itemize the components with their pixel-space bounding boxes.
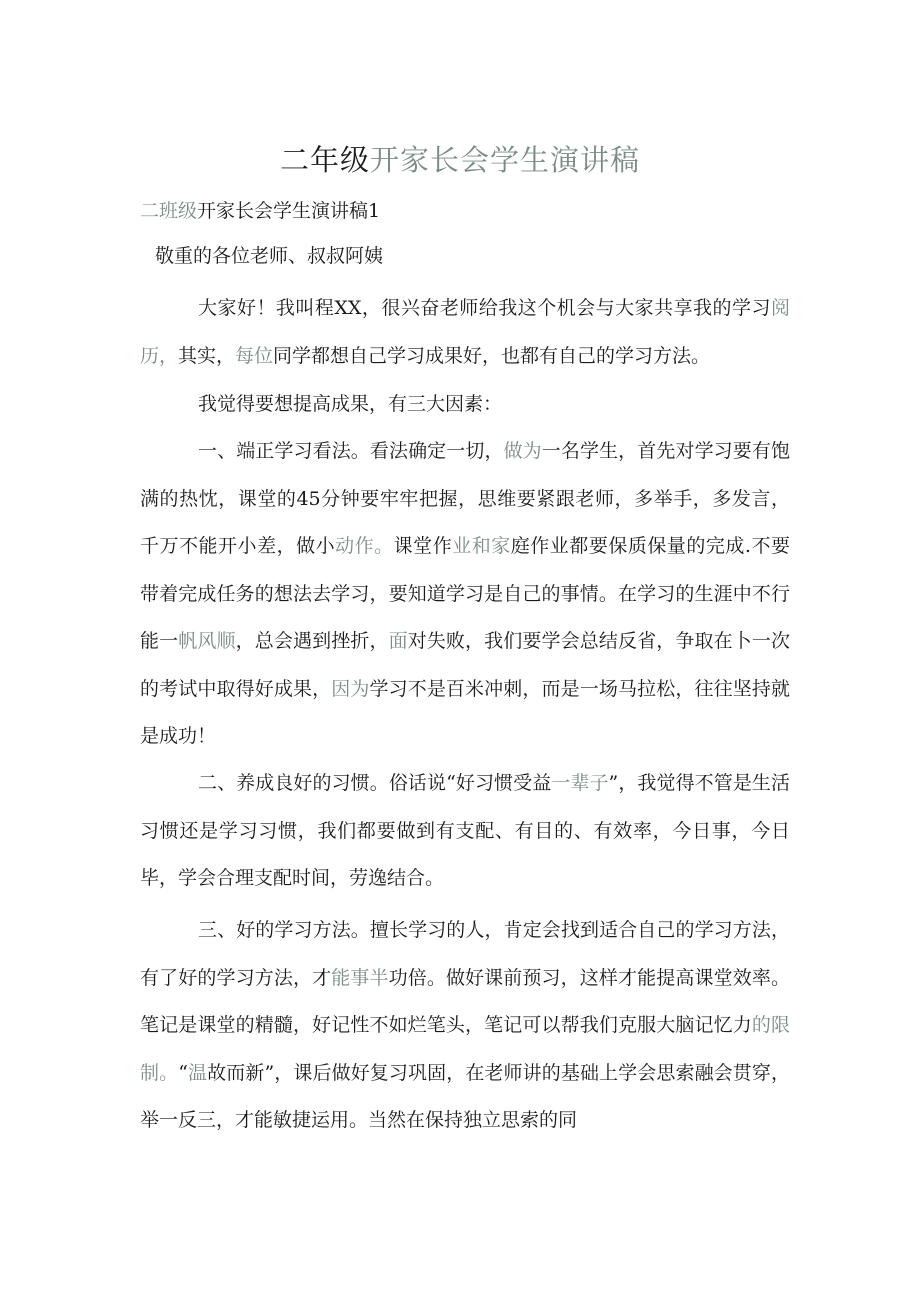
paragraph	[140, 907, 790, 1145]
paragraph-text-segment: 因为	[331, 677, 370, 700]
paragraph-text-segment: 庭作业都要保质保量的完成.不要带着完成任务的想法去学习，要知道学习是自己的事情。在学习的生涯中不行能一	[140, 535, 790, 652]
paragraph-text-segment: 动作。	[335, 535, 394, 557]
paragraph-text-segment: 学习不是百米冲刺，而是一场马拉松，往往坚持就是成功！	[140, 677, 790, 747]
paragraph-text-segment: 一辈子	[551, 772, 609, 794]
section-subtitle	[140, 196, 380, 226]
paragraph-text-segment: 对失败，我们要学会总结反省，争取在卜一次的考试中取得好成果，	[140, 630, 790, 700]
paragraph-text-segment: 课堂作	[393, 535, 453, 557]
paragraph-text-segment: 业和家	[452, 535, 511, 557]
paragraph-text-segment: 大家好！我叫程XX，很兴奋老师给我这个机会与大家共享我的学习	[198, 297, 771, 319]
greeting-line: 敬重的各位老师、叔叔阿姨	[155, 245, 384, 267]
paragraph	[140, 428, 790, 761]
paragraph-text-segment: ”，我觉得不管是生活习惯还是学习习惯，我们都要做到有支配、有目的、有效率，今日事，今日毕，学会合理支配时间，劳逸结合。	[140, 772, 790, 889]
paragraph	[140, 285, 790, 380]
paragraph-text-segment: 能事半	[331, 966, 389, 989]
paragraph-text-segment: “	[178, 1061, 188, 1084]
paragraph-text-segment: 阅历，	[140, 297, 790, 367]
paragraph	[140, 381, 790, 429]
paragraph-text-segment: 温	[187, 1061, 208, 1084]
paragraph-text-segment: 面	[388, 630, 408, 652]
paragraph-text-segment: 我觉得要想提高成果，有三大因素：	[198, 393, 503, 415]
paragraph-text-segment: 帆风顺	[178, 630, 236, 652]
paragraph-text-segment: 同学都想自己学习成果好，也都有自己的学习方法。	[273, 344, 711, 367]
paragraph-text-segment: 二、养成良好的习惯。俗话说“好习惯受益	[198, 772, 552, 794]
paragraph-text-segment: 一、端正学习看法。看法确定一切，	[198, 440, 504, 462]
paragraph-text-segment: 功倍。做好课前预习，这样才能提高课堂效率。笔记是课堂的精髓，好记性不如烂笔头，笔记可以帮我们克服大脑记忆力	[140, 966, 790, 1036]
paragraph-text-segment: 三、好的学习方法。擅长学习的人，肯定会找到适合自己的学习方法，有了好的学习方法，才	[140, 919, 790, 989]
paragraph-text-segment: 其实，	[178, 344, 236, 367]
paragraph	[140, 760, 790, 903]
document-title	[0, 138, 920, 182]
paragraph-text-segment: 的限制。	[140, 1014, 790, 1084]
title-part-grade: 二年级	[279, 143, 370, 177]
paragraph-text-segment: 一名学生，首先对学习要有饱满的热忱，课堂的45分钟要牢牢把握，思维要紧跟老师，多举手，多发言，千万不能开小差，做小	[140, 440, 790, 557]
subtitle-part-topic: 开家长会学生演讲稿1	[197, 200, 381, 222]
paragraph-text-segment: 做为	[503, 440, 542, 462]
title-part-topic: 开家长会学生演讲稿	[370, 143, 641, 177]
paragraph-text-segment: ，总会遇到挫折，	[235, 630, 389, 652]
paragraph-text-segment: 每位	[235, 344, 274, 367]
paragraph-text-segment: 故而新”，课后做好复习巩固，在老师讲的基础上学会思索融会贯穿，举一反三，才能敏捷运用。当然在保持独立思索的同	[140, 1061, 790, 1131]
subtitle-part-class: 二班级	[140, 200, 198, 222]
